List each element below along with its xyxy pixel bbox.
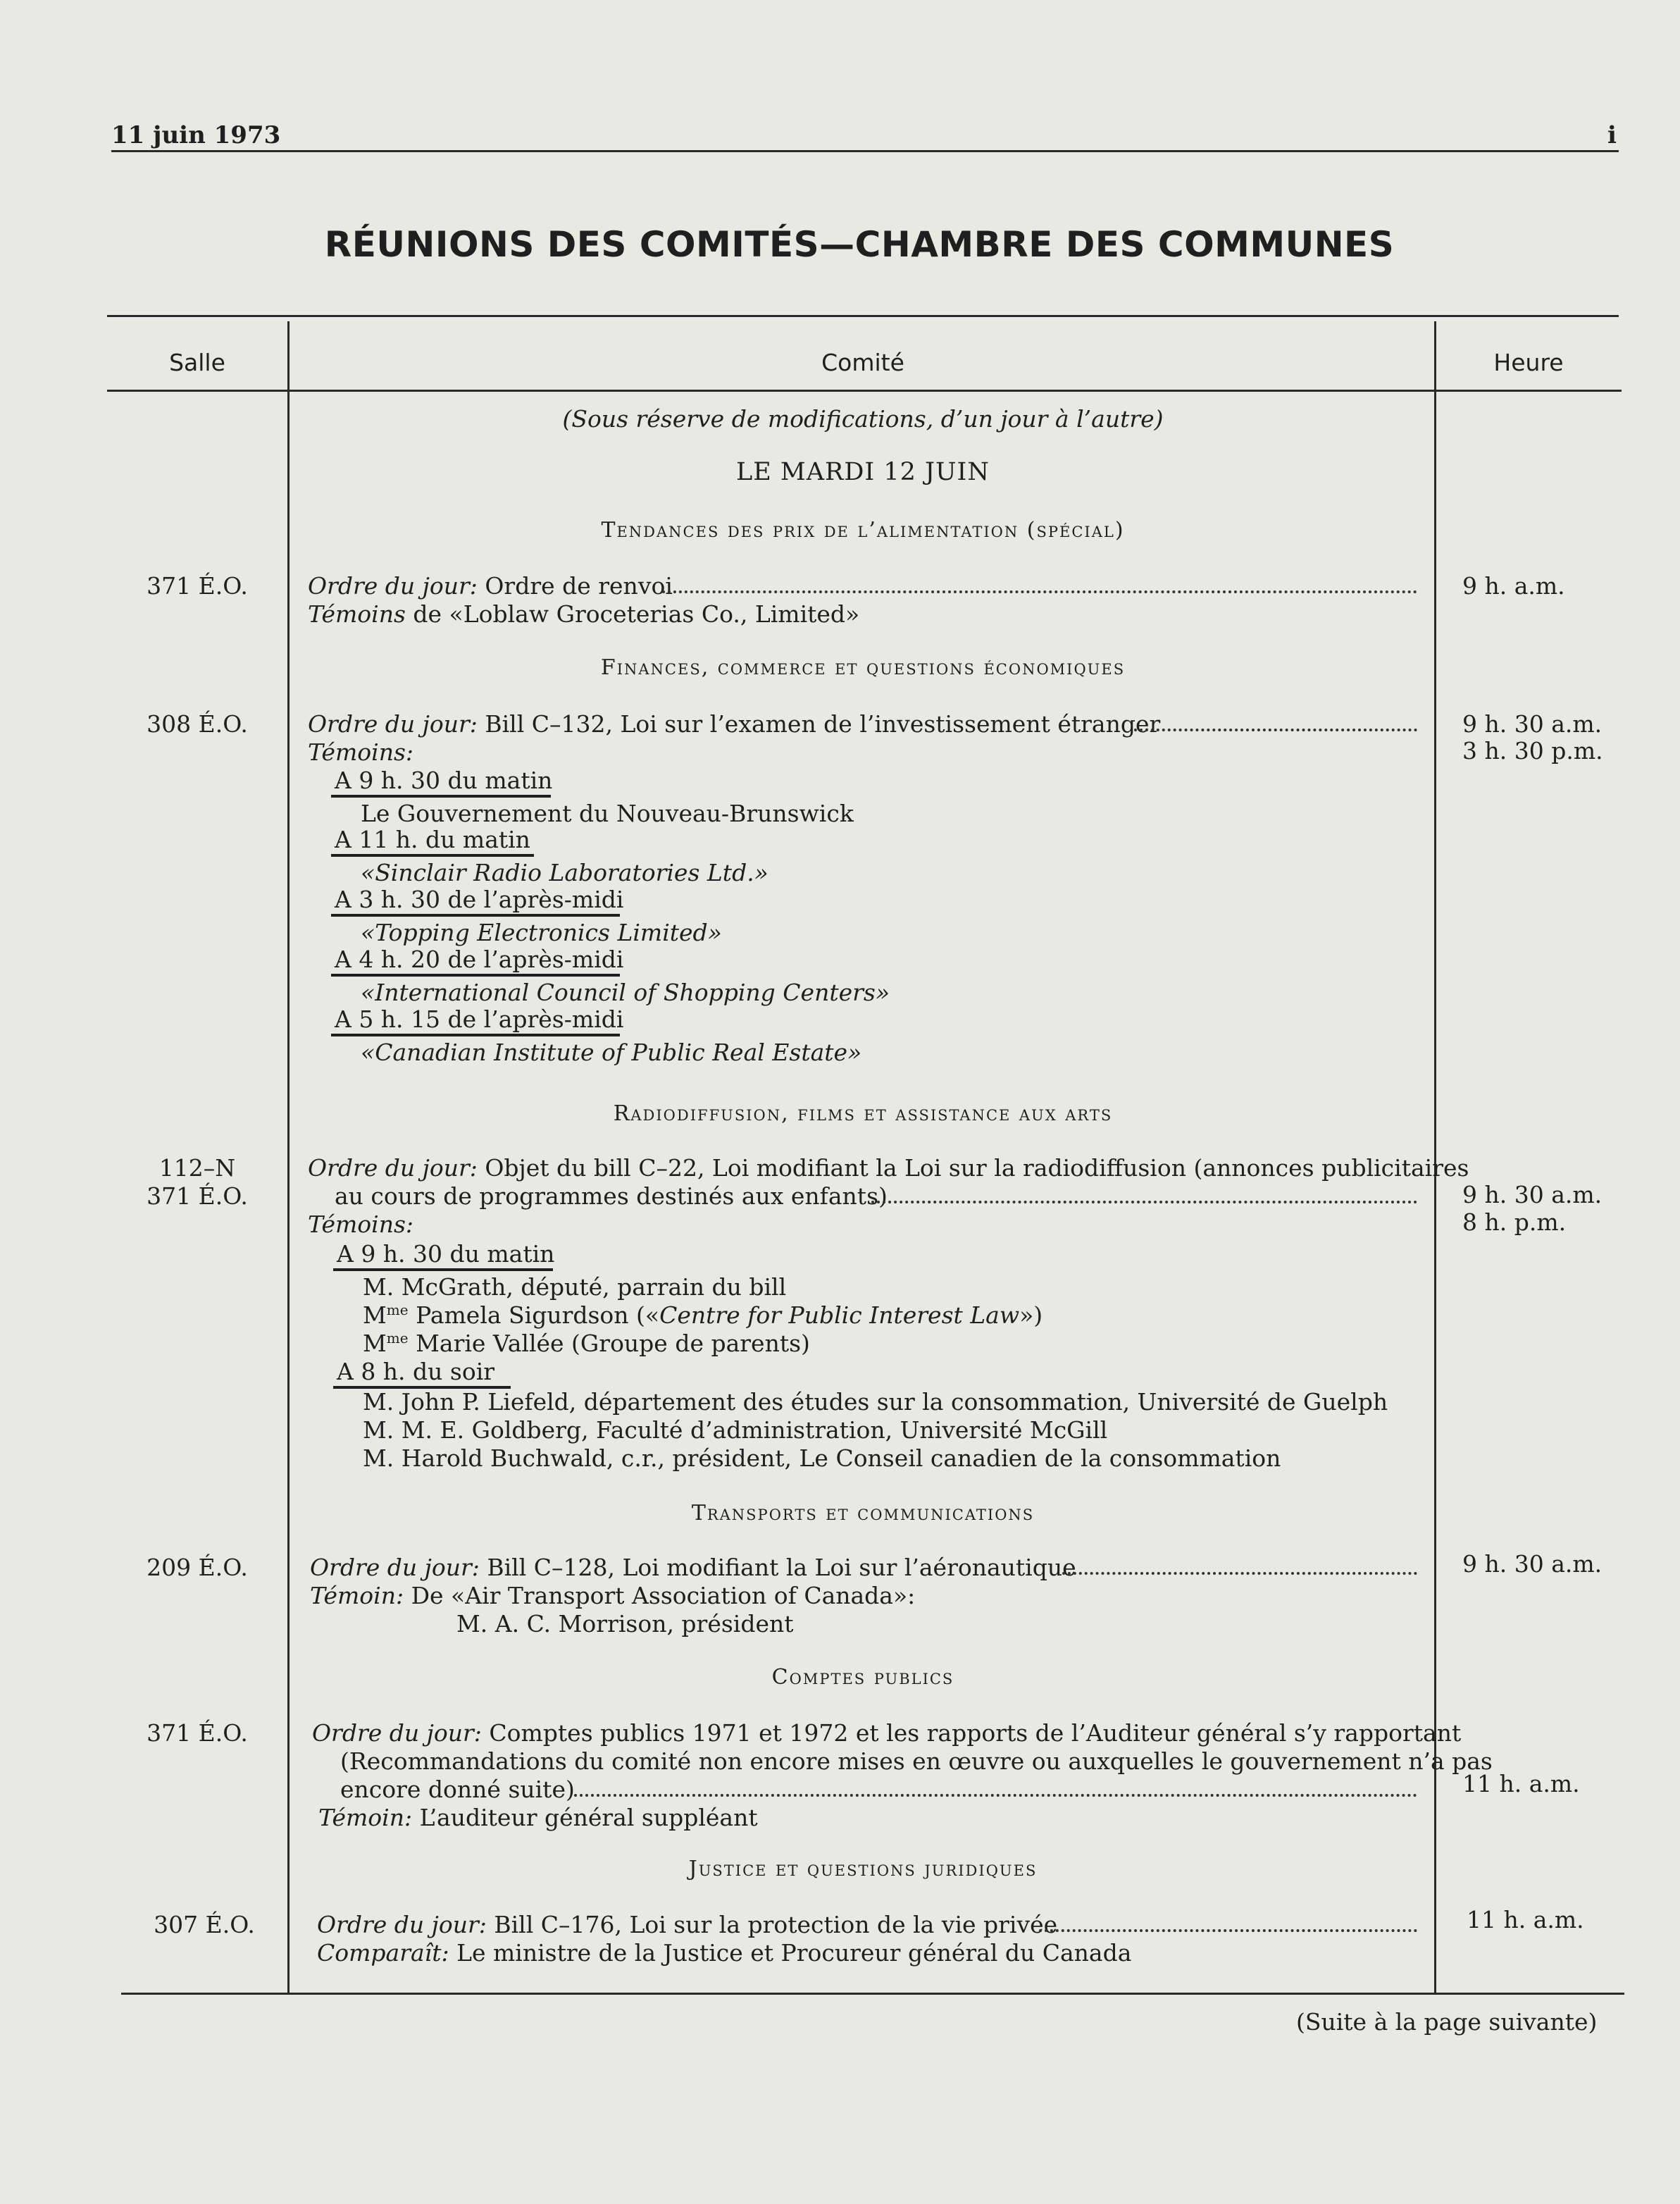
session-time: A 4 h. 20 de l’après-midi [335, 946, 624, 973]
session-underline [333, 1268, 553, 1271]
column-header-comite: Comité [821, 349, 904, 376]
agenda-label: Ordre du jour: [317, 1911, 487, 1938]
witness-label: Témoins: [308, 1211, 413, 1238]
time-cell: 9 h. 30 a.m. [1462, 1181, 1603, 1208]
witness-text: De «Air Transport Association of Canada»: [404, 1582, 916, 1609]
agenda-line [317, 1911, 1057, 1938]
time-cell: 9 h. 30 a.m. [1462, 710, 1603, 738]
room-cell: 371 É.O. [147, 572, 248, 600]
session-underline [331, 974, 620, 977]
session-underline [331, 854, 534, 857]
room-cell: 308 É.O. [147, 710, 248, 738]
time-cell: 9 h. 30 a.m. [1462, 1550, 1603, 1578]
column-header-salle: Salle [169, 349, 225, 376]
leader-dots [574, 1794, 1417, 1797]
session-underline [331, 795, 551, 798]
agenda-line [308, 710, 1160, 738]
agenda-text: Ordre de renvoi [477, 572, 673, 600]
witness-line [308, 600, 859, 628]
day-heading: LE MARDI 12 JUIN [735, 458, 990, 486]
session-witness: M. M. E. Goldberg, Faculté d’administration, Université McGill [363, 1416, 1108, 1444]
agenda-label: Ordre du jour: [308, 572, 478, 600]
agenda-label: Ordre du jour: [312, 1719, 482, 1747]
witness-name: Pamela Sigurdson («Centre for Public Interest Law») [416, 1301, 1043, 1329]
table-top-rule [107, 315, 1619, 317]
column-header-heure: Heure [1493, 349, 1564, 376]
column-divider-left [287, 321, 290, 1995]
time-cell: 9 h. a.m. [1462, 572, 1565, 600]
agenda-label: Ordre du jour: [308, 710, 478, 738]
session-time: A 5 h. 15 de l’après-midi [335, 1005, 624, 1033]
agenda-text: Bill C–128, Loi modifiant la Loi sur l’aéronautique [479, 1554, 1076, 1581]
leader-dots [871, 1201, 1417, 1203]
running-head-date: 11 juin 1973 [111, 121, 281, 149]
witness-line [317, 1939, 1131, 1967]
witness-name: M. A. C. Morrison, président [456, 1610, 794, 1637]
witness-line [310, 1582, 915, 1609]
agenda-label: Ordre du jour: [310, 1554, 480, 1581]
session-witness: Le Gouvernement du Nouveau-Brunswick [361, 800, 854, 827]
committee-heading: Comptes publics [771, 1665, 954, 1690]
page-number: i [1607, 121, 1617, 149]
agenda-text: Bill C–176, Loi sur la protection de la vie privée [486, 1911, 1058, 1938]
room-cell: 209 É.O. [147, 1554, 248, 1581]
session-witness: «Sinclair Radio Laboratories Ltd.» [361, 859, 769, 886]
schedule-note: (Sous réserve de modifications, d’un jour à l’autre) [562, 405, 1164, 433]
agenda-line [308, 1154, 1469, 1182]
witness-name: Marie Vallée (Groupe de parents) [416, 1330, 810, 1357]
session-time: A 8 h. du soir [337, 1358, 495, 1385]
agenda-label: Ordre du jour: [308, 1154, 478, 1182]
witness-label: Témoin: [310, 1582, 404, 1609]
room-cell: 112–N [158, 1154, 236, 1182]
session-witness: «Topping Electronics Limited» [361, 919, 722, 946]
page-title: RÉUNIONS DES COMITÉS—CHAMBRE DES COMMUNES [324, 224, 1395, 265]
witness-label: Comparaît: [317, 1939, 449, 1967]
table-bottom-rule [121, 1993, 1624, 1995]
session-underline [331, 914, 620, 917]
session-witness: M. John P. Liefeld, département des études sur la consommation, Université de Guelph [363, 1388, 1388, 1416]
witness-label: Témoin: [318, 1804, 413, 1831]
agenda-line: (Recommandations du comité non encore mises en œuvre ou auxquelles le gouvernement n’a pas [340, 1747, 1493, 1775]
leader-dots [1134, 729, 1417, 731]
room-cell: 371 É.O. [147, 1182, 248, 1210]
session-time: A 11 h. du matin [335, 826, 530, 853]
witness-label: Témoins [308, 600, 406, 628]
committee-heading: Tendances des prix de l’alimentation (spécial) [601, 518, 1125, 543]
session-underline [331, 1034, 620, 1036]
time-cell: 8 h. p.m. [1462, 1208, 1567, 1236]
session-witness: M. Harold Buchwald, c.r., président, Le Conseil canadien de la consommation [363, 1444, 1281, 1472]
continued-note: (Suite à la page suivante) [1296, 2008, 1598, 2036]
session-time: A 9 h. 30 du matin [337, 1240, 555, 1268]
time-cell: 11 h. a.m. [1462, 1770, 1580, 1797]
session-time: A 9 h. 30 du matin [335, 767, 553, 794]
witness-text: L’auditeur général suppléant [412, 1804, 758, 1831]
witness-line [318, 1804, 758, 1831]
agenda-line [310, 1554, 1076, 1581]
room-cell: 307 É.O. [154, 1911, 255, 1938]
session-witness: $M^{me}$ Pamela Sigurdson («Centre for Public Interest Law») [363, 1301, 1043, 1329]
session-time: A 3 h. 30 de l’après-midi [335, 886, 624, 913]
committee-heading: Finances, commerce et questions économiques [600, 655, 1126, 680]
agenda-line: au cours de programmes destinés aux enfants) [335, 1182, 888, 1210]
table-header-rule [107, 390, 1622, 392]
witness-text: Le ministre de la Justice et Procureur général du Canada [449, 1939, 1132, 1967]
committee-heading: Radiodiffusion, films et assistance aux arts [613, 1101, 1113, 1126]
leader-dots [1062, 1572, 1417, 1575]
witness-text: de «Loblaw Groceterias Co., Limited» [405, 600, 860, 628]
session-witness: M. McGrath, député, parrain du bill [363, 1273, 787, 1301]
agenda-line [308, 572, 673, 600]
committee-heading: Transports et communications [691, 1501, 1035, 1525]
leader-dots [662, 590, 1417, 593]
agenda-line: encore donné suite) [340, 1776, 575, 1803]
witness-label: Témoins: [308, 738, 413, 766]
time-cell: 3 h. 30 p.m. [1462, 737, 1603, 764]
session-witness: $M^{me}$ Marie Vallée (Groupe de parents) [363, 1330, 810, 1357]
header-rule [111, 150, 1619, 152]
session-witness: «Canadian Institute of Public Real Estate» [361, 1039, 862, 1066]
agenda-text: Objet du bill C–22, Loi modifiant la Loi sur la radiodiffusion (annonces publicitaires [477, 1154, 1469, 1182]
agenda-text: Bill C–132, Loi sur l’examen de l’investissement étranger [477, 710, 1161, 738]
committee-heading: Justice et questions juridiques [688, 1857, 1038, 1881]
leader-dots [1039, 1929, 1417, 1932]
session-witness: «International Council of Shopping Centers» [361, 979, 890, 1006]
agenda-line [312, 1719, 1461, 1747]
agenda-text: Comptes publics 1971 et 1972 et les rapports de l’Auditeur général s’y rapportant [481, 1719, 1462, 1747]
room-cell: 371 É.O. [147, 1719, 248, 1747]
time-cell: 11 h. a.m. [1467, 1906, 1584, 1933]
